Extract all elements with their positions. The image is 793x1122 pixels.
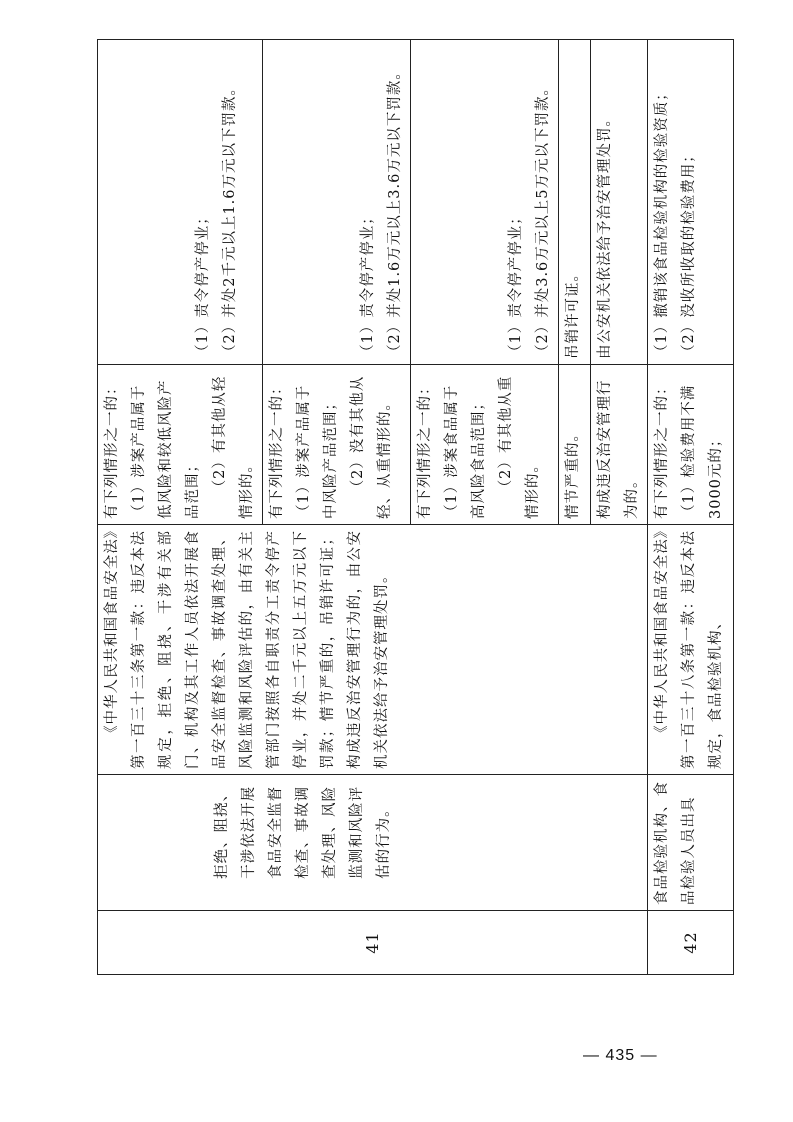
standard-cell: （1）撤销该食品检验机构的检验资质； （2）没收所收取的检验费用； <box>648 40 734 365</box>
legal-basis: 《中华人民共和国食品安全法》第一百三十八条第一款：违反本法规定，食品检验机构、 <box>648 525 734 775</box>
page-number: — 435 — <box>583 1047 658 1064</box>
rotated-page-table <box>97 40 724 975</box>
circumstance-cell: 构成违反治安管理行为的。 <box>591 365 648 525</box>
standard-cell: （1）责令停产停业； （2）并处2千元以上1.6万元以下罚款。 <box>98 40 263 365</box>
circumstance-cell: 情节严重的。 <box>559 365 591 525</box>
standard-cell: （1）责令停产停业； （2）并处3.6万元以上5万元以下罚款。 <box>411 40 559 365</box>
penalty-table <box>97 39 734 975</box>
table-row <box>648 40 734 975</box>
legal-basis: 《中华人民共和国食品安全法》第一百三十三条第一款：违反本法规定，拒绝、阻挠、干涉有关部门、机构及其工作人员依法开展食品安全监督检查、事故调查处理、风险监测和风险评估的，由有关主管部门按照各自职责分工责令停产停业，并处二千元以上五万元以下罚款；情节严重的，吊销许可证；构成违反治安管理行为的，由公安机关依法给予治安管理处罚。 <box>98 525 648 775</box>
row-number: 42 <box>648 911 734 975</box>
standard-cell: 由公安机关依法给予治安管理处罚。 <box>591 40 648 365</box>
row-number: 41 <box>98 911 648 975</box>
circumstance-cell: 有下列情形之一的： （1）涉案产品属于低风险和较低风险产品范围； （2）有其他从轻情形的。 <box>98 365 263 525</box>
circumstance-cell: 有下列情形之一的： （1）检验费用不满3000元的； <box>648 365 734 525</box>
violation-behavior: 拒绝、阻挠、干涉依法开展食品安全监督检查、事故调查处理、风险监测和风险评估的行为。 <box>98 775 648 911</box>
standard-cell: （1）责令停产停业； （2）并处1.6万元以上3.6万元以下罚款。 <box>263 40 411 365</box>
circumstance-cell: 有下列情形之一的： （1）涉案食品属于高风险食品范围； （2）有其他从重情形的。 <box>411 365 559 525</box>
table-row <box>98 40 263 975</box>
circumstance-cell: 有下列情形之一的： （1）涉案产品属于中风险产品范围； （2）没有其他从轻、从重情形的。 <box>263 365 411 525</box>
standard-cell: 吊销许可证。 <box>559 40 591 365</box>
violation-behavior: 食品检验机构、食品检验人员出具 <box>648 775 734 911</box>
